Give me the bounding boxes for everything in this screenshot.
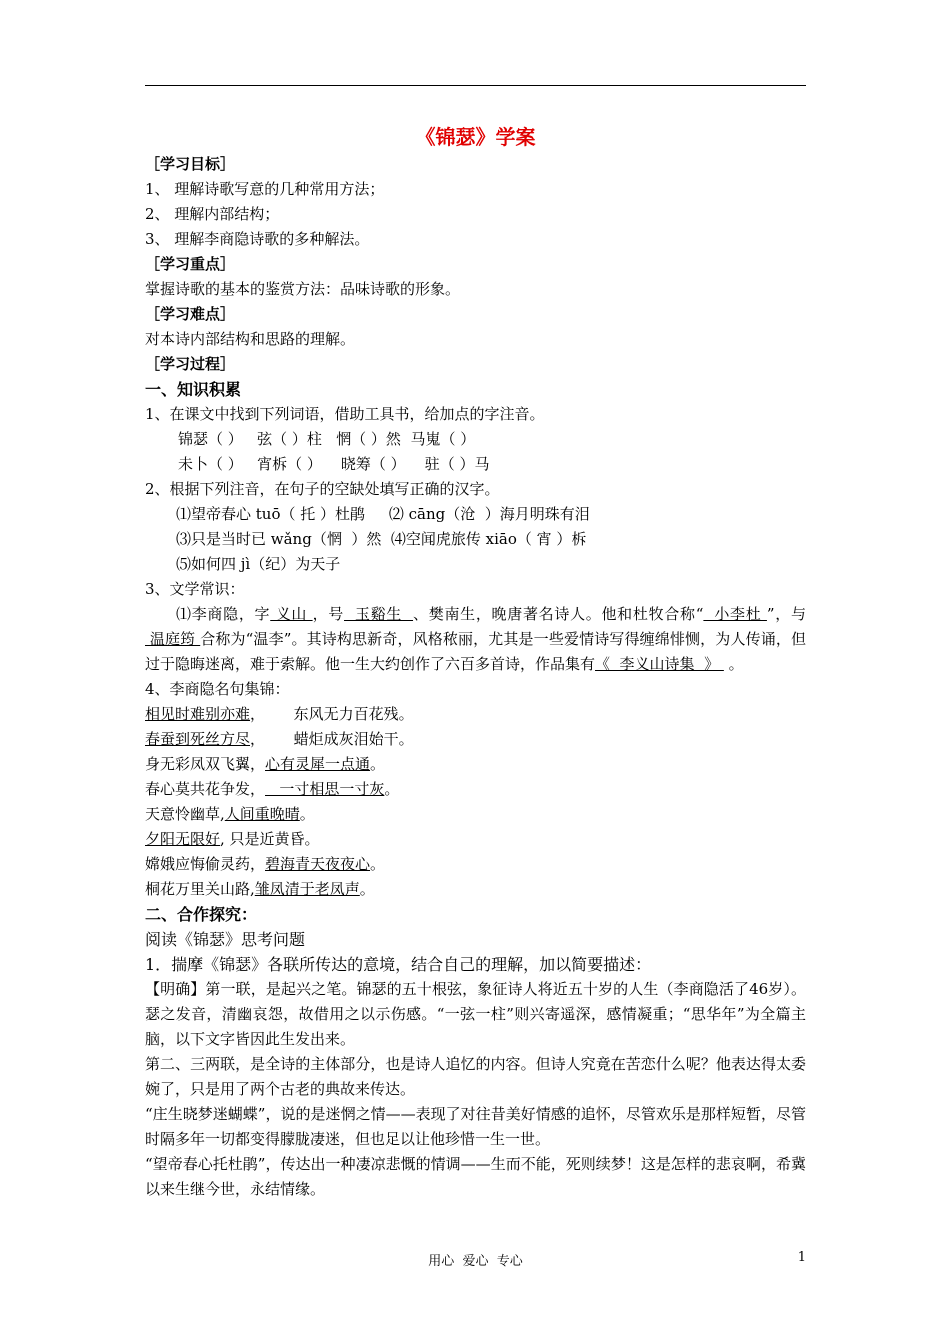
quote-answer: 心有灵犀一点通 — [265, 755, 371, 773]
text-run: 。 — [723, 655, 744, 673]
quote-text: ， 蜡炬成灰泪始干。 — [250, 730, 414, 748]
fill-row: ⑸如何四 jì（纪）为天子 — [176, 555, 341, 573]
fill-row: ⑴望帝春心 tuō（ 托 ）杜鹃 ⑵ cāng（沧 ）海月明珠有泪 — [176, 505, 590, 523]
quote-text: 。 — [299, 805, 315, 823]
quote-answer: 相见时难别亦难 — [145, 705, 251, 723]
answer-zi: 义山 — [270, 605, 313, 623]
question-3: 3、文学常识： — [145, 580, 245, 598]
quote-answer: 雏凤清于老凤声 — [254, 880, 360, 898]
answer-hao: 玉谿生 — [344, 605, 414, 623]
quote-answer: 夕阳无限好 — [145, 830, 221, 848]
goals-heading: ［学习目标］ — [145, 155, 236, 173]
text-run: 合称为“温李”。其诗构思新奇，风格秾丽，尤其是一些爱情诗写得缠绵悱恻，为人传诵，但过于隐晦迷离，难于索解。他一生大约创作了六百多首诗，作品集有 — [145, 630, 806, 673]
text-run: ，号 — [312, 605, 345, 623]
question-4: 4、李商隐名句集锦： — [145, 680, 290, 698]
part1-heading: 一、知识积累 — [145, 380, 242, 399]
question-5: 1．揣摩《锦瑟》各联所传达的意境，结合自己的理解，加以简要描述： — [145, 955, 652, 974]
answer-label: 【明确】 — [145, 980, 206, 998]
quote-text: 春心莫共花争发， — [145, 780, 266, 798]
quote-line — [145, 802, 806, 827]
answer-paragraph: “庄生晓梦迷蝴蝶”，说的是迷惘之情——表现了对往昔美好情感的追怀，尽管欢乐是那样短暂，尽管时隔多年一切都变得朦胧凄迷，但也足以让他珍惜一生一世。 — [145, 1105, 806, 1148]
goal-item: 1、 理解诗歌写意的几种常用方法； — [145, 180, 385, 198]
pinyin-row: 未卜（ ） 宵柝（ ） 晓筹（ ） 驻（ ）马 — [178, 455, 490, 473]
document-body — [145, 122, 806, 1202]
footer-text: 用心 爱心 专心 — [428, 1254, 523, 1269]
focus-heading: ［学习重点］ — [145, 255, 236, 273]
literature-paragraph — [145, 602, 806, 677]
goal-item: 2、 理解内部结构； — [145, 205, 280, 223]
quote-text: 天意怜幽草, — [145, 805, 225, 823]
text-run: ”，与 — [766, 605, 806, 623]
header-rule — [145, 85, 806, 86]
text-run: 第一联，是起兴之笔。锦瑟的五十根弦，象征诗人将近五十岁的人生（李商隐活了46岁）。瑟之发音，清幽哀怨，故借用之以示伤感。“一弦一柱”则兴寄遥深，感情凝重；“思华年”为全篇主脑，以下文字皆因此生发出来。 — [145, 980, 806, 1048]
quote-line — [145, 852, 806, 877]
quote-line — [145, 827, 806, 852]
quote-answer: 春蚕到死丝方尽 — [145, 730, 251, 748]
page-number: 1 — [797, 1250, 806, 1265]
difficulty-text: 对本诗内部结构和思路的理解。 — [145, 330, 356, 348]
answer-paragraph: “望帝春心托杜鹃”，传达出一种凄凉悲慨的情调——生而不能，死则续梦！这是怎样的悲哀啊，希冀以来生继今世，永结情缘。 — [145, 1155, 806, 1198]
question-1: 1、在课文中找到下列词语，借助工具书，给加点的字注音。 — [145, 405, 545, 423]
quote-line — [145, 752, 806, 777]
text-run: ⑴李商隐，字 — [176, 605, 271, 623]
quote-text: 身无彩凤双飞翼， — [145, 755, 266, 773]
quote-text: 。 — [370, 755, 386, 773]
process-heading: ［学习过程］ — [145, 355, 236, 373]
quote-line — [145, 877, 806, 902]
answer-wentingyun: 温庭筠 — [145, 630, 201, 648]
quote-text: , 只是近黄昏。 — [220, 830, 320, 848]
fill-row: ⑶只是当时已 wǎng（惘 ）然 ⑷空闻虎旅传 xiāo（ 宵 ）柝 — [176, 530, 587, 548]
quote-text: ， 东风无力百花残。 — [250, 705, 414, 723]
quote-line — [145, 727, 806, 752]
answer-paragraph: 第二、三两联，是全诗的主体部分，也是诗人追忆的内容。但诗人究竟在苦恋什么呢？他表达得太委婉了，只是用了两个古老的典故来传达。 — [145, 1055, 806, 1098]
quote-list — [145, 702, 806, 902]
answer-paragraph — [145, 977, 806, 1052]
quote-answer: 碧海青天夜夜心 — [265, 855, 371, 873]
quote-text: 。 — [384, 780, 400, 798]
quote-text: 。 — [359, 880, 375, 898]
answer-xiaolidu: 小李杜 — [703, 605, 767, 623]
answer-collection: 《 李义山诗集 》 — [595, 655, 724, 673]
page-title: 《锦瑟》学案 — [415, 125, 536, 149]
pinyin-row: 锦瑟（ ） 弦（ ）柱 惘（ ）然 马嵬（ ） — [178, 430, 476, 448]
difficulty-heading: ［学习难点］ — [145, 305, 236, 323]
quote-line — [145, 702, 806, 727]
quote-text: 。 — [370, 855, 386, 873]
goal-item: 3、 理解李商隐诗歌的多种解法。 — [145, 230, 370, 248]
focus-text: 掌握诗歌的基本的鉴赏方法：品味诗歌的形象。 — [145, 280, 461, 298]
reading-instruction: 阅读《锦瑟》思考问题 — [145, 930, 306, 949]
quote-line — [145, 777, 806, 802]
text-run: 、樊南生，晚唐著名诗人。他和杜牧合称“ — [413, 605, 704, 623]
quote-text: 嫦娥应悔偷灵药， — [145, 855, 266, 873]
quote-answer: 人间重晚晴 — [224, 805, 300, 823]
part2-heading: 二、合作探究： — [145, 905, 258, 924]
quote-answer: 一寸相思一寸灰 — [265, 780, 385, 798]
question-2: 2、根据下列注音，在句子的空缺处填写正确的汉字。 — [145, 480, 500, 498]
quote-text: 桐花万里关山路, — [145, 880, 255, 898]
